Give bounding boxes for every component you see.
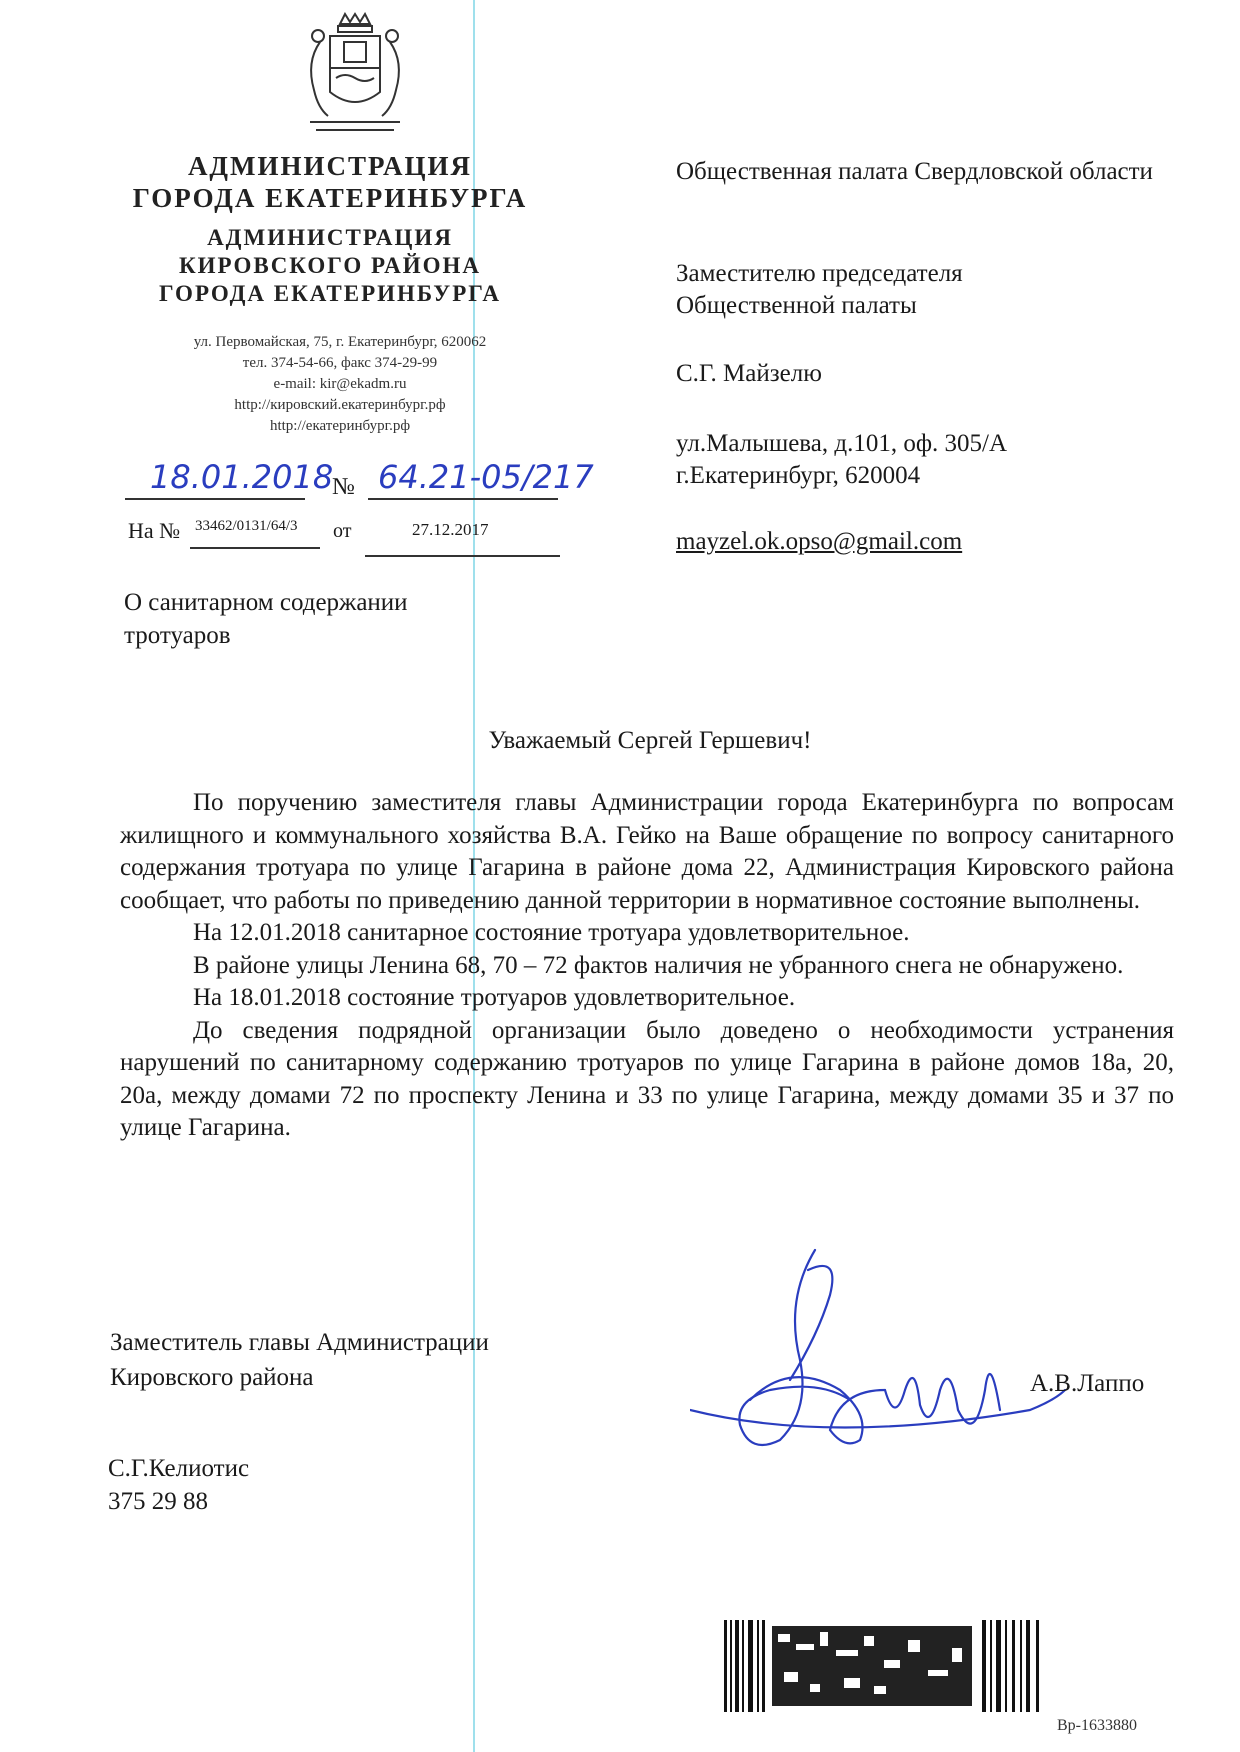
org-header-district-line1: АДМИНИСТРАЦИЯ [207,225,453,250]
date-underline [125,496,305,500]
org-header-district-line3: ГОРОДА ЕКАТЕРИНБУРГА [159,281,501,306]
subject-line1: О санитарном содержании [124,589,408,616]
handwritten-signature [690,1240,1070,1460]
reference-from-label: от [333,520,352,542]
org-header-district-line2: КИРОВСКОГО РАЙОНА [178,253,481,278]
letter-greeting: Уважаемый Сергей Гершевич! [488,727,812,754]
contact-site-district: http://кировский.екатеринбург.рф [234,397,446,413]
addressee-position-line1: Заместителю председателя [676,260,963,287]
letter-body [120,787,1174,1145]
org-contacts [130,332,550,437]
contact-email: e-mail: kir@ekadm.ru [273,376,407,392]
coat-of-arms-icon [300,12,410,142]
body-paragraph: На 12.01.2018 санитарное состояние тротуара удовлетворительное. [193,919,910,946]
contact-address: ул. Первомайская, 75, г. Екатеринбург, 620062 [193,334,487,350]
signatory-position-line2: Кировского района [110,1364,314,1391]
org-header-city-line1: АДМИНИСТРАЦИЯ [187,151,473,181]
subject-line2: тротуаров [124,622,231,649]
executor-phone: 375 29 88 [108,1488,208,1515]
reference-underline [190,546,320,549]
body-paragraph: На 18.01.2018 состояние тротуаров удовлетворительное. [193,984,796,1011]
number-underline [368,496,558,500]
org-header-district [100,224,560,308]
body-paragraph: В районе улицы Ленина 68, 70 – 72 фактов наличия не убранного снега не обнаружено. [193,951,1124,979]
registration-number-label: № [332,474,355,500]
letter-subject [124,586,408,652]
registration-number: 64.21-05/217 [378,458,594,496]
addressee-email: mayzel.ok.opso@gmail.com [676,528,963,555]
registration-date: 18.01.2018 [150,458,334,496]
addressee-org: Общественная палата Свердловской области [676,158,1153,185]
contact-site-city: http://екатеринбург.рф [269,418,411,434]
body-paragraph: По поручению заместителя главы Администрации города Екатеринбурга по вопросам жилищного и коммунального хозяйства В.А. Гейко на Ваше обращение по вопросу санитарного содержания тротуара по улице Гагарина в районе дома 22, Администрация Кировского района сообщает, что работы по приведению данной территории в нормативное состояние выполнены. [120,789,1174,914]
addressee-position-line2: Общественной палаты [676,292,917,319]
body-paragraph: До сведения подрядной организации было доведено о необходимости устранения нарушений по санитарному содержанию тротуаров по улице Гагарина в районе домов 18а, 20, 20а, между домами 72 по проспекту Ленина и 33 по улице Гагарина, между домами 35 и 37 по улице Гагарина. [120,1016,1174,1141]
executor-name: С.Г.Келиотис [108,1455,250,1482]
reference-date-underline [365,554,560,557]
contact-phone: тел. 374-54-66, факс 374-29-99 [242,355,438,371]
addressee-name: С.Г. Майзелю [676,360,822,387]
org-header-city-line2: ГОРОДА ЕКАТЕРИНБУРГА [132,183,528,213]
executor-info [108,1452,249,1518]
reference-date: 27.12.2017 [412,520,489,539]
reference-label: На № [128,518,181,543]
addressee-city: г.Екатеринбург, 620004 [676,462,921,489]
reference-number: 33462/0131/64/3 [195,518,298,534]
barcode-code: Вр-1633880 [1057,1717,1137,1734]
addressee-street: ул.Малышева, д.101, оф. 305/А [676,430,1008,457]
barcode [724,1620,1044,1712]
org-header-city [100,150,560,214]
signatory-name: А.В.Лаппо [1030,1370,1145,1397]
signatory-position [110,1325,489,1395]
signatory-position-line1: Заместитель главы Администрации [110,1329,489,1356]
